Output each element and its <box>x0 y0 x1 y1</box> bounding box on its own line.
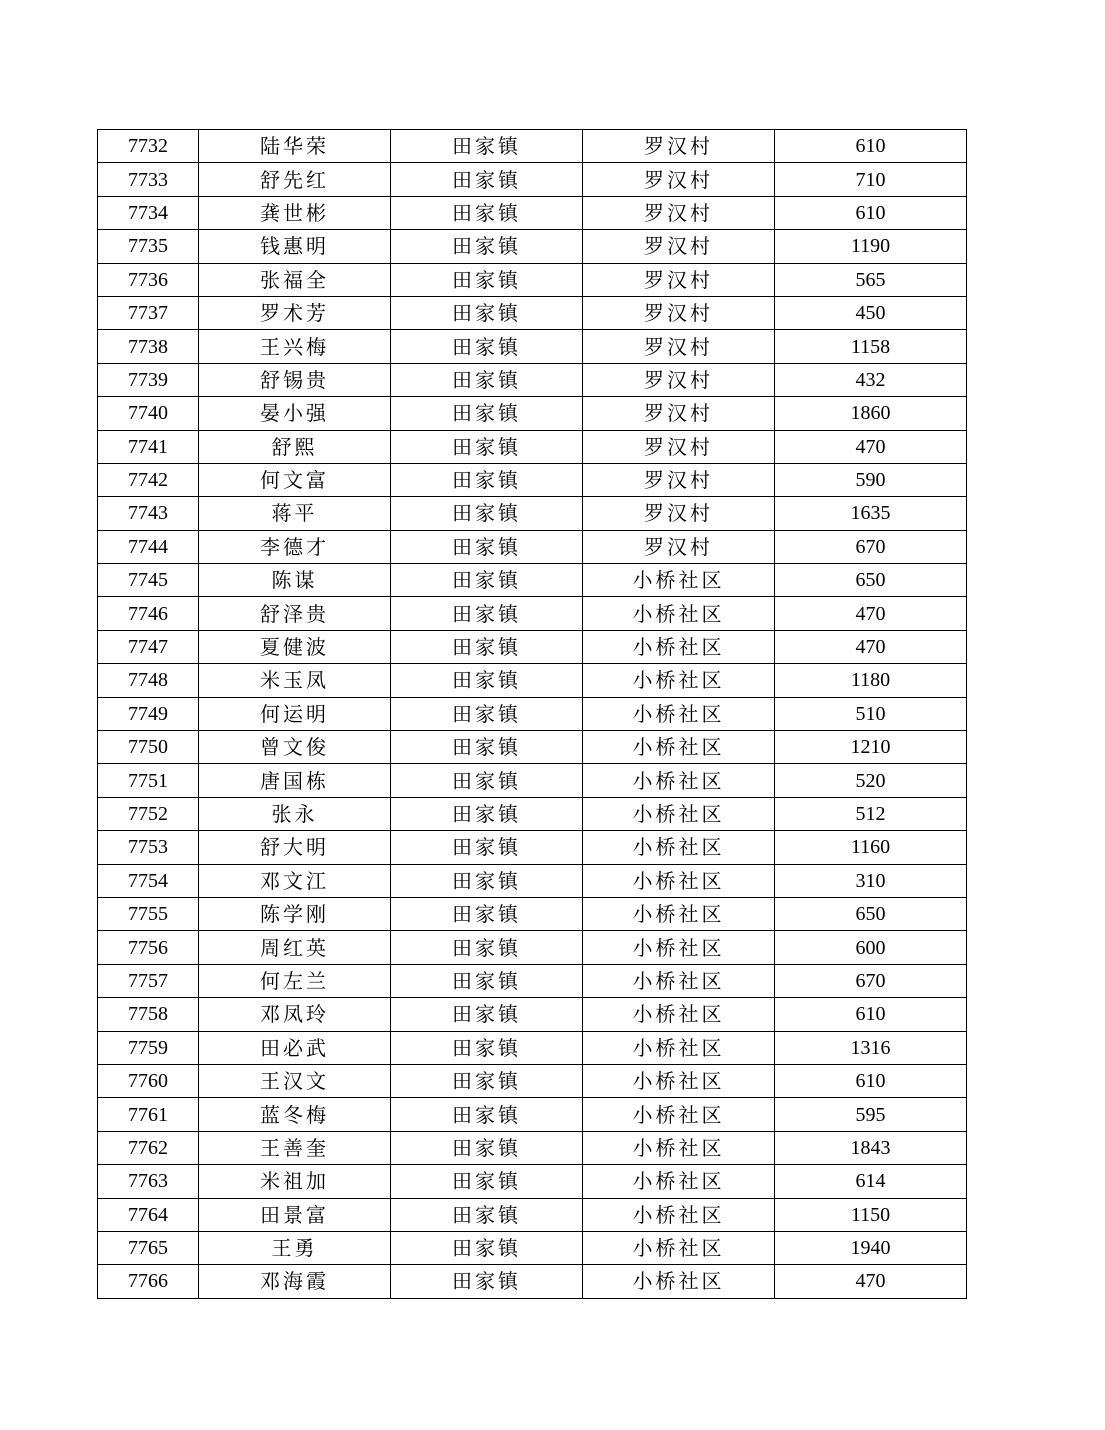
row-number-cell: 7747 <box>98 630 199 663</box>
village-cell: 罗汉村 <box>583 330 775 363</box>
town-cell: 田家镇 <box>391 764 583 797</box>
amount-cell: 520 <box>775 764 967 797</box>
table-row <box>98 998 967 1031</box>
town-cell: 田家镇 <box>391 530 583 563</box>
table-row <box>98 731 967 764</box>
row-number-cell: 7740 <box>98 397 199 430</box>
amount-cell: 610 <box>775 130 967 163</box>
town-cell: 田家镇 <box>391 497 583 530</box>
amount-cell: 470 <box>775 630 967 663</box>
town-cell: 田家镇 <box>391 897 583 930</box>
village-cell: 罗汉村 <box>583 196 775 229</box>
amount-cell: 512 <box>775 797 967 830</box>
amount-cell: 610 <box>775 196 967 229</box>
village-cell: 小桥社区 <box>583 1165 775 1198</box>
village-cell: 小桥社区 <box>583 831 775 864</box>
name-cell: 曾文俊 <box>199 731 391 764</box>
town-cell: 田家镇 <box>391 196 583 229</box>
table-row <box>98 797 967 830</box>
row-number-cell: 7744 <box>98 530 199 563</box>
village-cell: 小桥社区 <box>583 597 775 630</box>
row-number-cell: 7742 <box>98 463 199 496</box>
village-cell: 小桥社区 <box>583 1231 775 1264</box>
village-cell: 小桥社区 <box>583 964 775 997</box>
roster-table <box>97 129 967 1299</box>
name-cell: 舒锡贵 <box>199 363 391 396</box>
amount-cell: 670 <box>775 964 967 997</box>
amount-cell: 670 <box>775 530 967 563</box>
village-cell: 罗汉村 <box>583 130 775 163</box>
roster-table-body <box>98 130 967 1299</box>
amount-cell: 614 <box>775 1165 967 1198</box>
town-cell: 田家镇 <box>391 1198 583 1231</box>
town-cell: 田家镇 <box>391 330 583 363</box>
table-row <box>98 964 967 997</box>
village-cell: 小桥社区 <box>583 897 775 930</box>
town-cell: 田家镇 <box>391 731 583 764</box>
town-cell: 田家镇 <box>391 664 583 697</box>
village-cell: 小桥社区 <box>583 1064 775 1097</box>
amount-cell: 1210 <box>775 731 967 764</box>
table-row <box>98 664 967 697</box>
amount-cell: 1150 <box>775 1198 967 1231</box>
row-number-cell: 7738 <box>98 330 199 363</box>
table-row <box>98 1231 967 1264</box>
amount-cell: 432 <box>775 363 967 396</box>
table-row <box>98 564 967 597</box>
town-cell: 田家镇 <box>391 998 583 1031</box>
town-cell: 田家镇 <box>391 163 583 196</box>
name-cell: 邓文江 <box>199 864 391 897</box>
name-cell: 陆华荣 <box>199 130 391 163</box>
village-cell: 小桥社区 <box>583 797 775 830</box>
village-cell: 小桥社区 <box>583 630 775 663</box>
village-cell: 小桥社区 <box>583 564 775 597</box>
amount-cell: 565 <box>775 263 967 296</box>
village-cell: 小桥社区 <box>583 1131 775 1164</box>
row-number-cell: 7758 <box>98 998 199 1031</box>
name-cell: 张福全 <box>199 263 391 296</box>
town-cell: 田家镇 <box>391 1265 583 1298</box>
row-number-cell: 7745 <box>98 564 199 597</box>
name-cell: 周红英 <box>199 931 391 964</box>
town-cell: 田家镇 <box>391 296 583 329</box>
row-number-cell: 7759 <box>98 1031 199 1064</box>
row-number-cell: 7757 <box>98 964 199 997</box>
table-row <box>98 1131 967 1164</box>
row-number-cell: 7760 <box>98 1064 199 1097</box>
amount-cell: 1180 <box>775 664 967 697</box>
name-cell: 邓凤玲 <box>199 998 391 1031</box>
row-number-cell: 7755 <box>98 897 199 930</box>
table-row <box>98 864 967 897</box>
row-number-cell: 7751 <box>98 764 199 797</box>
amount-cell: 1316 <box>775 1031 967 1064</box>
amount-cell: 470 <box>775 597 967 630</box>
table-row <box>98 230 967 263</box>
row-number-cell: 7739 <box>98 363 199 396</box>
name-cell: 米玉凤 <box>199 664 391 697</box>
row-number-cell: 7766 <box>98 1265 199 1298</box>
name-cell: 舒先红 <box>199 163 391 196</box>
row-number-cell: 7734 <box>98 196 199 229</box>
name-cell: 何文富 <box>199 463 391 496</box>
town-cell: 田家镇 <box>391 1064 583 1097</box>
town-cell: 田家镇 <box>391 797 583 830</box>
table-row <box>98 497 967 530</box>
row-number-cell: 7750 <box>98 731 199 764</box>
village-cell: 小桥社区 <box>583 1265 775 1298</box>
village-cell: 小桥社区 <box>583 1098 775 1131</box>
name-cell: 米祖加 <box>199 1165 391 1198</box>
amount-cell: 450 <box>775 296 967 329</box>
name-cell: 唐国栋 <box>199 764 391 797</box>
village-cell: 罗汉村 <box>583 430 775 463</box>
village-cell: 罗汉村 <box>583 296 775 329</box>
table-row <box>98 1098 967 1131</box>
name-cell: 王汉文 <box>199 1064 391 1097</box>
town-cell: 田家镇 <box>391 1131 583 1164</box>
row-number-cell: 7754 <box>98 864 199 897</box>
name-cell: 邓海霞 <box>199 1265 391 1298</box>
town-cell: 田家镇 <box>391 630 583 663</box>
village-cell: 小桥社区 <box>583 731 775 764</box>
town-cell: 田家镇 <box>391 864 583 897</box>
amount-cell: 1190 <box>775 230 967 263</box>
name-cell: 蒋平 <box>199 497 391 530</box>
amount-cell: 600 <box>775 931 967 964</box>
amount-cell: 610 <box>775 1064 967 1097</box>
town-cell: 田家镇 <box>391 697 583 730</box>
table-row <box>98 1198 967 1231</box>
village-cell: 罗汉村 <box>583 263 775 296</box>
table-row <box>98 263 967 296</box>
amount-cell: 650 <box>775 897 967 930</box>
amount-cell: 1635 <box>775 497 967 530</box>
amount-cell: 1843 <box>775 1131 967 1164</box>
row-number-cell: 7733 <box>98 163 199 196</box>
row-number-cell: 7764 <box>98 1198 199 1231</box>
town-cell: 田家镇 <box>391 931 583 964</box>
table-row <box>98 764 967 797</box>
village-cell: 小桥社区 <box>583 998 775 1031</box>
table-row <box>98 163 967 196</box>
name-cell: 张永 <box>199 797 391 830</box>
village-cell: 罗汉村 <box>583 463 775 496</box>
village-cell: 小桥社区 <box>583 864 775 897</box>
row-number-cell: 7732 <box>98 130 199 163</box>
village-cell: 小桥社区 <box>583 1198 775 1231</box>
amount-cell: 650 <box>775 564 967 597</box>
row-number-cell: 7753 <box>98 831 199 864</box>
name-cell: 陈谋 <box>199 564 391 597</box>
row-number-cell: 7736 <box>98 263 199 296</box>
village-cell: 罗汉村 <box>583 530 775 563</box>
table-row <box>98 397 967 430</box>
amount-cell: 470 <box>775 1265 967 1298</box>
town-cell: 田家镇 <box>391 564 583 597</box>
table-row <box>98 130 967 163</box>
row-number-cell: 7756 <box>98 931 199 964</box>
table-row <box>98 630 967 663</box>
name-cell: 蓝冬梅 <box>199 1098 391 1131</box>
name-cell: 罗术芳 <box>199 296 391 329</box>
village-cell: 罗汉村 <box>583 363 775 396</box>
amount-cell: 310 <box>775 864 967 897</box>
town-cell: 田家镇 <box>391 1098 583 1131</box>
table-row <box>98 330 967 363</box>
name-cell: 王兴梅 <box>199 330 391 363</box>
amount-cell: 595 <box>775 1098 967 1131</box>
village-cell: 小桥社区 <box>583 664 775 697</box>
row-number-cell: 7741 <box>98 430 199 463</box>
table-row <box>98 1165 967 1198</box>
amount-cell: 590 <box>775 463 967 496</box>
village-cell: 罗汉村 <box>583 163 775 196</box>
village-cell: 罗汉村 <box>583 230 775 263</box>
row-number-cell: 7752 <box>98 797 199 830</box>
table-row <box>98 831 967 864</box>
name-cell: 钱惠明 <box>199 230 391 263</box>
table-row <box>98 196 967 229</box>
town-cell: 田家镇 <box>391 430 583 463</box>
row-number-cell: 7762 <box>98 1131 199 1164</box>
row-number-cell: 7735 <box>98 230 199 263</box>
table-row <box>98 463 967 496</box>
town-cell: 田家镇 <box>391 964 583 997</box>
name-cell: 王善奎 <box>199 1131 391 1164</box>
amount-cell: 1940 <box>775 1231 967 1264</box>
name-cell: 陈学刚 <box>199 897 391 930</box>
name-cell: 田景富 <box>199 1198 391 1231</box>
amount-cell: 510 <box>775 697 967 730</box>
name-cell: 何运明 <box>199 697 391 730</box>
table-row <box>98 430 967 463</box>
amount-cell: 610 <box>775 998 967 1031</box>
row-number-cell: 7765 <box>98 1231 199 1264</box>
name-cell: 舒泽贵 <box>199 597 391 630</box>
table-row <box>98 1064 967 1097</box>
village-cell: 小桥社区 <box>583 764 775 797</box>
town-cell: 田家镇 <box>391 397 583 430</box>
town-cell: 田家镇 <box>391 230 583 263</box>
name-cell: 晏小强 <box>199 397 391 430</box>
town-cell: 田家镇 <box>391 130 583 163</box>
amount-cell: 1860 <box>775 397 967 430</box>
table-row <box>98 697 967 730</box>
village-cell: 小桥社区 <box>583 931 775 964</box>
table-row <box>98 1031 967 1064</box>
village-cell: 罗汉村 <box>583 497 775 530</box>
row-number-cell: 7749 <box>98 697 199 730</box>
town-cell: 田家镇 <box>391 1031 583 1064</box>
village-cell: 罗汉村 <box>583 397 775 430</box>
name-cell: 田必武 <box>199 1031 391 1064</box>
row-number-cell: 7746 <box>98 597 199 630</box>
name-cell: 龚世彬 <box>199 196 391 229</box>
amount-cell: 1160 <box>775 831 967 864</box>
village-cell: 小桥社区 <box>583 697 775 730</box>
row-number-cell: 7743 <box>98 497 199 530</box>
row-number-cell: 7763 <box>98 1165 199 1198</box>
town-cell: 田家镇 <box>391 597 583 630</box>
town-cell: 田家镇 <box>391 363 583 396</box>
table-row <box>98 530 967 563</box>
row-number-cell: 7737 <box>98 296 199 329</box>
name-cell: 王勇 <box>199 1231 391 1264</box>
table-row <box>98 931 967 964</box>
town-cell: 田家镇 <box>391 1231 583 1264</box>
amount-cell: 710 <box>775 163 967 196</box>
amount-cell: 470 <box>775 430 967 463</box>
town-cell: 田家镇 <box>391 263 583 296</box>
name-cell: 夏健波 <box>199 630 391 663</box>
name-cell: 舒熙 <box>199 430 391 463</box>
name-cell: 舒大明 <box>199 831 391 864</box>
town-cell: 田家镇 <box>391 1165 583 1198</box>
amount-cell: 1158 <box>775 330 967 363</box>
table-row <box>98 296 967 329</box>
village-cell: 小桥社区 <box>583 1031 775 1064</box>
town-cell: 田家镇 <box>391 463 583 496</box>
row-number-cell: 7761 <box>98 1098 199 1131</box>
table-row <box>98 363 967 396</box>
row-number-cell: 7748 <box>98 664 199 697</box>
name-cell: 何左兰 <box>199 964 391 997</box>
name-cell: 李德才 <box>199 530 391 563</box>
table-row <box>98 597 967 630</box>
table-row <box>98 897 967 930</box>
town-cell: 田家镇 <box>391 831 583 864</box>
table-row <box>98 1265 967 1298</box>
